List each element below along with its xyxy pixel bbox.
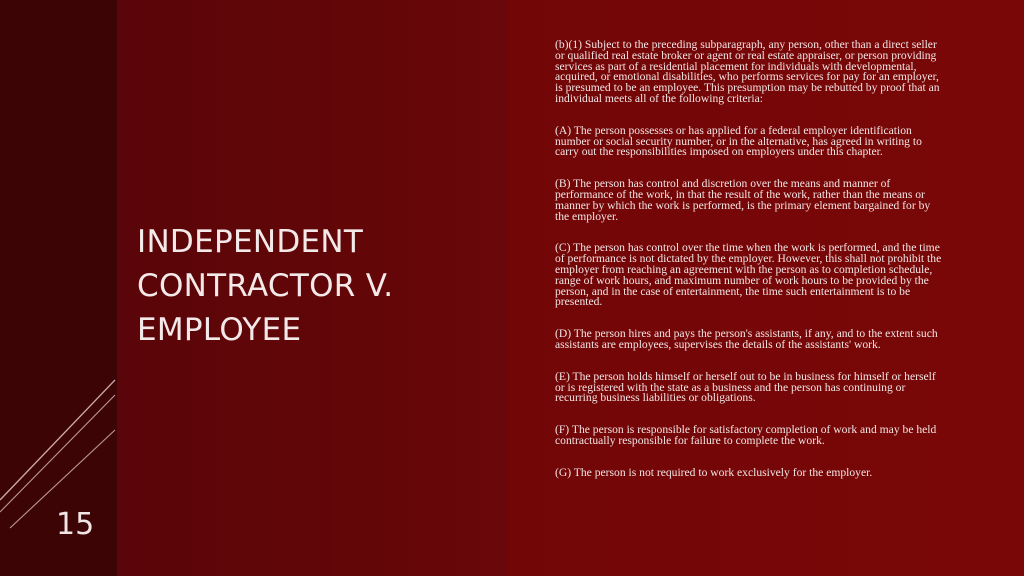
paragraph-g: (G) The person is not required to work exclusively for the employer. xyxy=(555,465,873,479)
paragraph-intro: (b)(1) Subject to the preceding subparagraph, any person, other than a direct seller or qualified real estate broker or agent or real estate appraiser, or person providing services as part of a residential placement for individuals with developmental, acquired, or emotional disabilities, who performs services for pay for an employer, is presumed to be an employee. This presumption may be rebutted by proof that an individual meets all of the following criteria: xyxy=(555,38,940,105)
title-line-2: CONTRACTOR V. xyxy=(137,268,394,304)
slide-number: 15 xyxy=(56,507,95,542)
paragraph-f: (F) The person is responsible for satisfactory completion of work and may be held contractually responsible for failure to complete the work. xyxy=(555,423,937,447)
slide-title xyxy=(137,220,477,352)
paragraph-c: (C) The person has control over the time when the work is performed, and the time of performance is not dictated by the employer. However, this shall not prohibit the employer from reaching an agreement with the person as to completion schedule, range of work hours, and maximum number of work hours to be provided by the person, and in the case of entertainment, the time such entertainment is to be presented. xyxy=(555,241,942,309)
paragraph-b: (B) The person has control and discretion over the means and manner of performance of the work, in that the result of the work, rather than the means or manner by which the work is performed, is the primary element bargained for by the employer. xyxy=(555,177,931,223)
paragraph-e: (E) The person holds himself or herself out to be in business for himself or herself or is registered with the state as a business and the person has continuing or recurring business liabilities or obligations. xyxy=(555,369,936,405)
paragraph-d: (D) The person hires and pays the person's assistants, if any, and to the extent such assistants are employees, supervises the details of the assistants' work. xyxy=(555,327,938,351)
paragraph-a: (A) The person possesses or has applied for a federal employer identification number or social security number, or in the alternative, has agreed in writing to carry out the responsibilities imposed on employers under this chapter. xyxy=(555,123,922,159)
statute-text xyxy=(555,40,947,479)
title-line-1: INDEPENDENT xyxy=(137,224,364,260)
title-line-3: EMPLOYEE xyxy=(137,312,302,348)
